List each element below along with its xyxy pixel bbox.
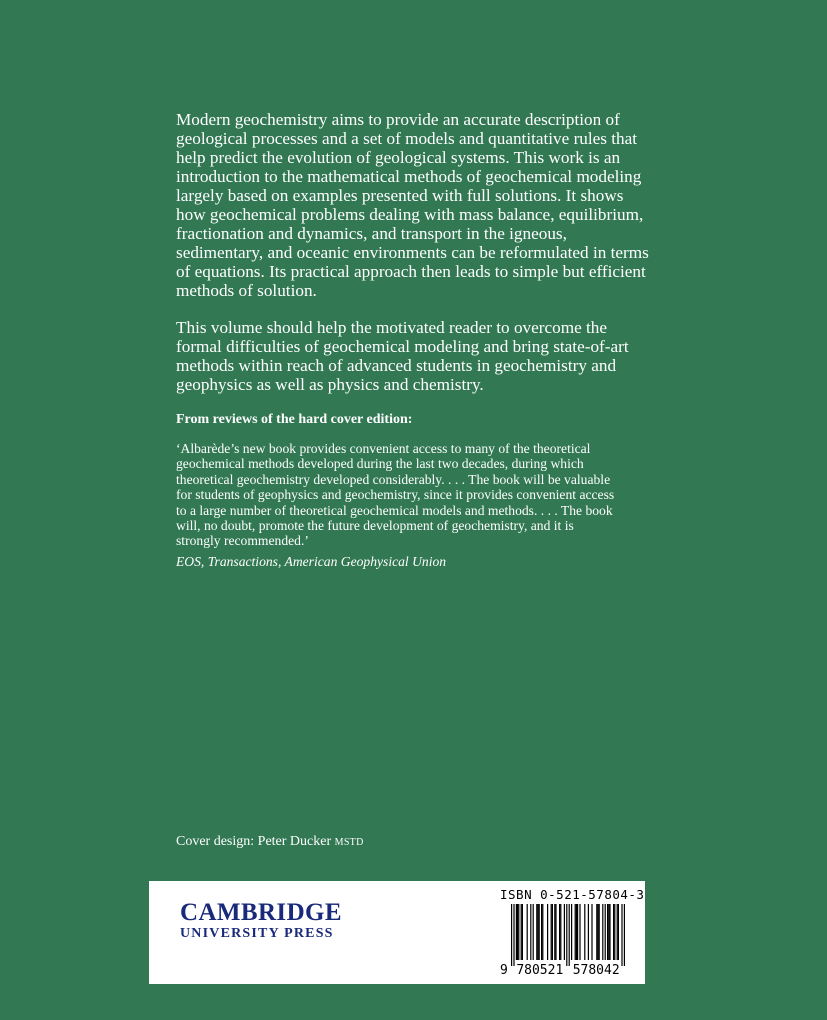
barcode-bar bbox=[571, 904, 572, 960]
barcode-bar bbox=[555, 904, 556, 960]
barcode-bar bbox=[602, 904, 603, 960]
barcode-bar bbox=[513, 904, 514, 966]
barcode-bar bbox=[596, 904, 597, 960]
barcode-bar bbox=[566, 904, 567, 966]
barcode-graphic bbox=[498, 904, 633, 976]
barcode-bar bbox=[609, 904, 610, 960]
barcode-bar bbox=[607, 904, 608, 960]
barcode-digits: 780521 bbox=[516, 963, 564, 976]
barcode-bar bbox=[516, 904, 517, 960]
barcode-bar bbox=[542, 904, 543, 960]
barcode-bar bbox=[521, 904, 522, 960]
barcode-bar bbox=[537, 904, 538, 960]
barcode-bar bbox=[547, 904, 548, 960]
description-paragraph-2: This volume should help the motivated reader to overcome the formal difficulties of geochemical modeling and bring state-of-art methods within reach of advanced students in geochemistry and geophysics as well as physics and chemistry. bbox=[176, 318, 629, 394]
review-quote: ‘Albarède’s new book provides convenient access to many of the theoretical geochemical methods developed during the last two decades, during which theoretical geochemistry developed considerably. . . . The book will be valuable for students of geophysics and geochemistry, since it provides convenient access to a large number of theoretical geochemical models and methods. . . . The book will, no doubt, promote the future development of geochemistry, and it is strongly recommended.’ bbox=[176, 441, 615, 549]
barcode-bar bbox=[618, 904, 619, 960]
barcode-bar bbox=[569, 904, 570, 966]
barcode-digits: 9 bbox=[500, 963, 508, 976]
barcode-bar bbox=[613, 904, 614, 960]
barcode-bar bbox=[551, 904, 552, 960]
barcode-bar bbox=[539, 904, 540, 960]
barcode-bar bbox=[559, 904, 560, 960]
credit-suffix: MSTD bbox=[334, 837, 364, 848]
cover-design-credit bbox=[176, 834, 364, 851]
barcode-bar bbox=[605, 904, 606, 960]
barcode-bar bbox=[530, 904, 531, 960]
barcode-bar bbox=[597, 904, 598, 960]
credit-label: Cover design: Peter Ducker bbox=[176, 834, 332, 849]
barcode-bar bbox=[588, 904, 589, 960]
barcode-bar bbox=[527, 904, 528, 960]
publisher-subtitle: UNIVERSITY PRESS bbox=[180, 926, 334, 941]
barcode-bar bbox=[579, 904, 580, 960]
barcode-bar bbox=[614, 904, 615, 960]
barcode-bar bbox=[522, 904, 523, 960]
publisher-logo bbox=[180, 901, 342, 942]
barcode-bar bbox=[624, 904, 625, 966]
barcode-bar bbox=[554, 904, 555, 960]
isbn-label: ISBN 0-521-57804-3 bbox=[500, 887, 645, 902]
reviews-heading: From reviews of the hard cover edition: bbox=[176, 412, 413, 427]
barcode-digits: 578042 bbox=[572, 963, 620, 976]
barcode-bar bbox=[518, 904, 519, 960]
barcode-bar bbox=[608, 904, 609, 960]
barcode-bar bbox=[584, 904, 585, 960]
review-source: EOS, Transactions, American Geophysical Union bbox=[176, 553, 447, 569]
barcode-bar bbox=[541, 904, 542, 960]
barcode-bar bbox=[564, 904, 565, 960]
barcode-bar bbox=[621, 904, 622, 966]
barcode-bar bbox=[617, 904, 618, 960]
barcode-bar bbox=[560, 904, 561, 960]
barcode-bar bbox=[575, 904, 576, 960]
barcode bbox=[498, 904, 633, 976]
description-paragraph-1: Modern geochemistry aims to provide an accurate description of geological processes and a set of models and quantitative rules that help predict the evolution of geological systems. This work is an introduction to the mathematical methods of geochemical modeling largely based on examples presented with full solutions. It shows how geochemical problems dealing with mass balance, equilibrium, fractionation and dynamics, and transport in the igneous, sedimentary, and oceanic environments can be reformulated in terms of equations. Its practical approach then leads to simple but efficient methods of solution. bbox=[176, 110, 649, 300]
barcode-bar bbox=[536, 904, 537, 960]
publisher-panel bbox=[149, 881, 645, 984]
barcode-bar bbox=[591, 904, 592, 960]
barcode-bar bbox=[511, 904, 512, 966]
back-cover-text bbox=[176, 110, 656, 570]
barcode-bar bbox=[533, 904, 534, 960]
barcode-bar bbox=[599, 904, 600, 960]
barcode-bar bbox=[552, 904, 553, 960]
publisher-name: CAMBRIDGE bbox=[180, 899, 342, 926]
barcode-bar bbox=[577, 904, 578, 960]
barcode-bar bbox=[576, 904, 577, 960]
barcode-bar bbox=[517, 904, 518, 960]
